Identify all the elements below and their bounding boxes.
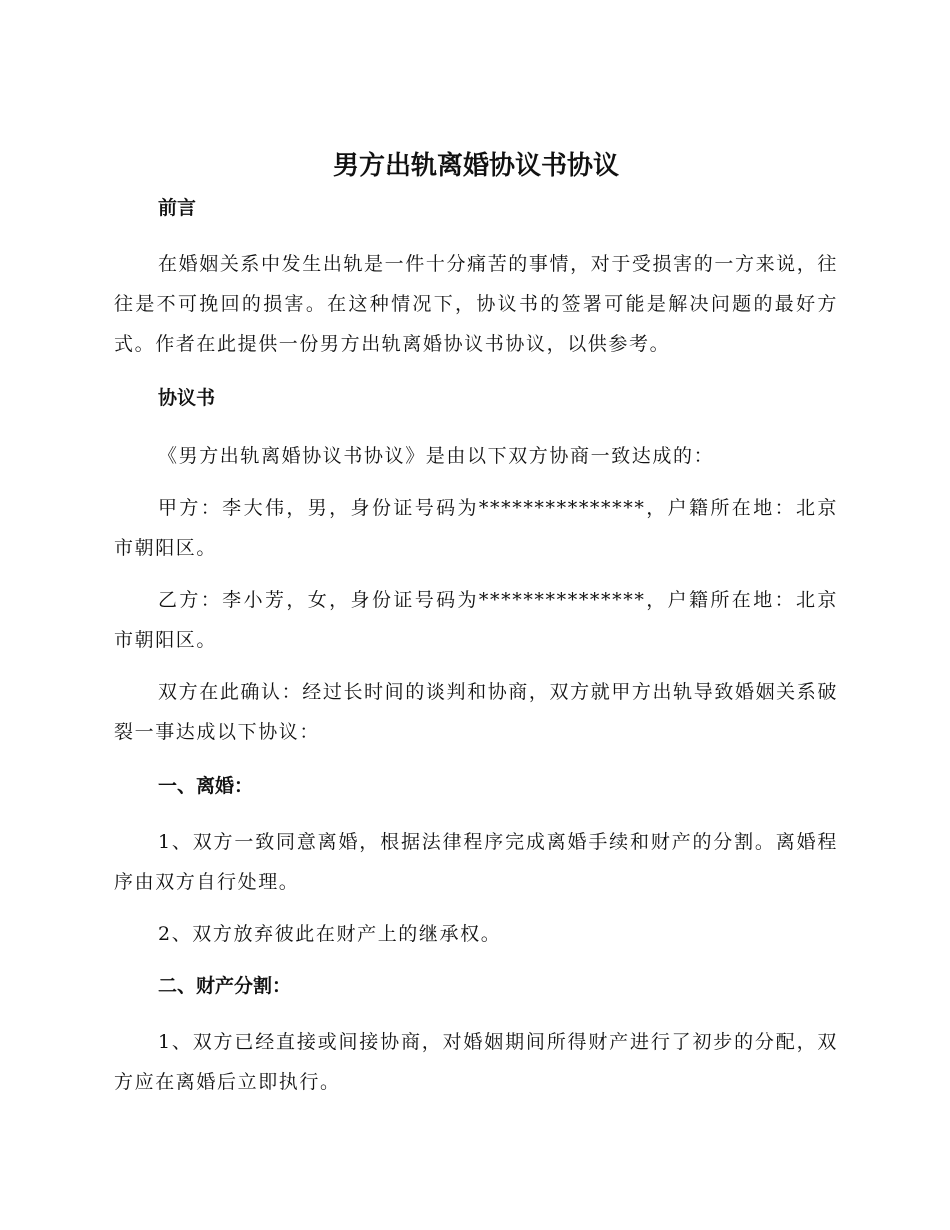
divorce-item-2: 2、双方放弃彼此在财产上的继承权。 [158,923,502,945]
party-b-paragraph: 乙方：李小芳，女，身份证号码为***************，户籍所在地：北京市朝阳区。 [114,589,838,651]
divorce-item-1: 1、双方一致同意离婚，根据法律程序完成离婚手续和财产的分割。离婚程序由双方自行处理。 [114,831,838,893]
agreement-heading: 协议书 [158,387,216,409]
property-item-1: 1、双方已经直接或间接协商，对婚姻期间所得财产进行了初步的分配，双方应在离婚后立即执行。 [114,1031,838,1093]
confirmation-paragraph: 双方在此确认：经过长时间的谈判和协商，双方就甲方出轨导致婚姻关系破裂一事达成以下协议： [114,681,838,743]
property-section-heading: 二、财产分割： [158,975,292,997]
preface-paragraph: 在婚姻关系中发生出轨是一件十分痛苦的事情，对于受损害的一方来说，往往是不可挽回的损害。在这种情况下，协议书的签署可能是解决问题的最好方式。作者在此提供一份男方出轨离婚协议书协议，以供参考。 [114,253,838,355]
document-title: 男方出轨离婚协议书协议 [332,151,619,181]
preface-heading: 前言 [158,197,197,219]
party-a-paragraph: 甲方：李大伟，男，身份证号码为***************，户籍所在地：北京市朝阳区。 [114,497,838,559]
document-body [114,146,838,1102]
divorce-section-heading: 一、离婚： [158,775,254,797]
agreement-intro-paragraph: 《男方出轨离婚协议书协议》是由以下双方协商一致达成的： [158,445,715,467]
